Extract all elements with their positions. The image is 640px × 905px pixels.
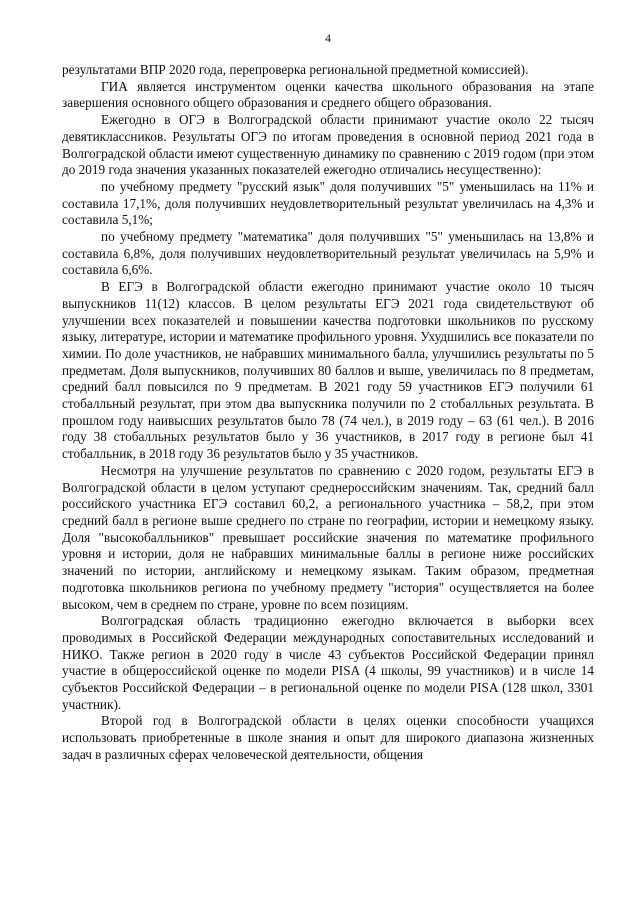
paragraph: ГИА является инструментом оценки качества школьного образования на этапе завершения основного общего образования и среднего общего образования. xyxy=(62,78,594,111)
paragraph: Несмотря на улучшение результатов по сравнению с 2020 годом, результаты ЕГЭ в Волгоградской области в целом уступают среднероссийским значениям. Так, средний балл российского участника ЕГЭ составил 60,2, а регионального участника – 58,2, при этом средний балл в регионе выше среднего по стране по географии, истории и немецкому языку. Доля "высокобалльников" превышает российские значения по математике профильного уровня и истории, доля не набравших минимальные баллы в регионе ниже российских значений по истории, английскому и немецкому языкам. Таким образом, предметная подготовка школьников региона по учебному предмету "история" осуществляется на более высоком, чем в среднем по стране, уровне по всем позициям. xyxy=(62,462,594,612)
document-page xyxy=(62,30,594,764)
page-number: 4 xyxy=(325,31,331,45)
document-body xyxy=(62,62,594,764)
paragraph: Волгоградская область традиционно ежегодно включается в выборки всех проводимых в Российской Федерации международных сопоставительных исследований и НИКО. Также регион в 2020 году в числе 43 субъектов Российской Федерации принял участие в общероссийской оценке по модели PISA (4 школы, 99 участников) и в числе 14 субъектов Российской Федерации – в региональной оценке по модели PISA (128 школ, 3301 участник). xyxy=(62,613,594,712)
paragraph: результатами ВПР 2020 года, перепроверка региональной предметной комиссией). xyxy=(62,62,529,77)
paragraph: Ежегодно в ОГЭ в Волгоградской области принимают участие около 22 тысяч девятиклассников. Результаты ОГЭ по итогам проведения в основной период 2021 года в Волгоградской области имеют существенную динамику по сравнению с 2019 годом (при этом до 2019 года значения указанных показателей ежегодно отличались несущественно): xyxy=(62,112,594,178)
paragraph: Второй год в Волгоградской области в целях оценки способности учащихся использовать приобретенные в школе знания и опыт для широкого диапазона жизненных задач в различных сферах человеческой деятельности, общения xyxy=(62,713,594,762)
paragraph: по учебному предмету "русский язык" доля получивших "5" уменьшилась на 11% и составила 17,1%, доля получивших неудовлетворительный результат увеличилась на 4,3% и составила 5,1%; xyxy=(62,178,594,228)
paragraph: В ЕГЭ в Волгоградской области ежегодно принимают участие около 10 тысяч выпускников 11(12) классов. В целом результаты ЕГЭ 2021 года свидетельствуют об улучшении всех показателей и повышении качества подготовки школьников по русскому языку, литературе, истории и математике профильного уровня. Ухудшились все показатели по химии. По доле участников, не набравших минимального балла, улучшились результаты по 5 предметам. Доля выпускников, получивших 80 баллов и выше, увеличилась по 8 предметам, средний балл повысился по 9 предметам. В 2021 году 59 участников ЕГЭ получили 61 стобалльный результат, при этом два выпускника получили по 2 стобалльных результата. В прошлом году наивысших результатов было 78 (74 чел.), в 2019 году – 63 (61 чел.). В 2016 году 38 стобалльных результатов было у 36 участников, в 2017 году в регионе был 41 стобалльник, в 2018 году 36 результатов было у 35 участников. xyxy=(62,279,594,462)
paragraph: по учебному предмету "математика" доля получивших "5" уменьшилась на 13,8% и составила 6,8%, доля получивших неудовлетворительный результат увеличилась на 5,9% и составила 6,6%. xyxy=(62,229,594,278)
